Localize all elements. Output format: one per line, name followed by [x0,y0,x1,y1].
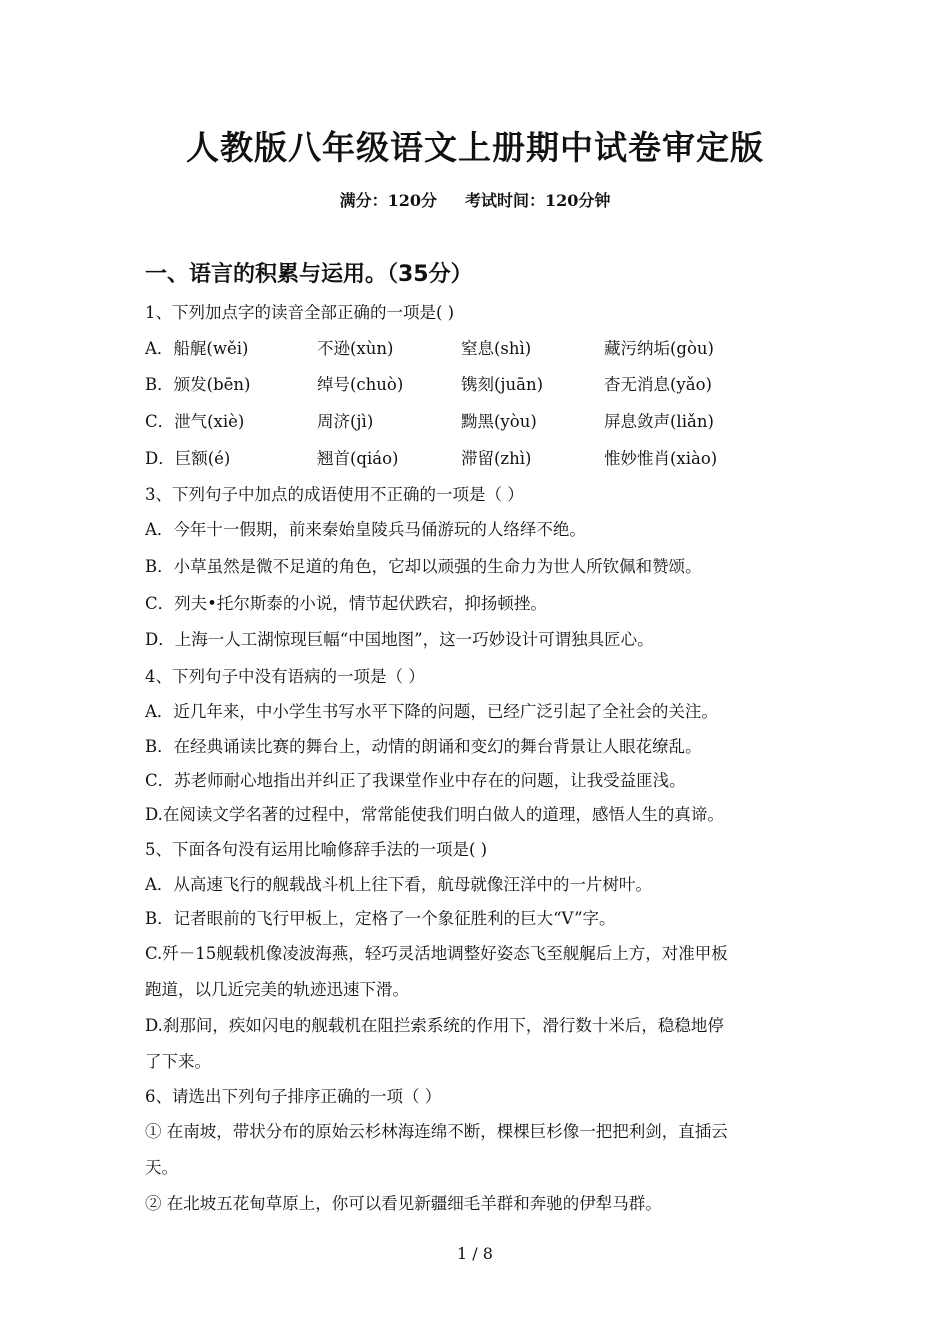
page-number: 1 / 8 [457,1244,493,1263]
question-5-option-d-cont: 了下来。 [145,1052,211,1071]
question-4-stem: 4、下列句子中没有语病的一项是（ ） [145,667,425,686]
option-cell: 绰号(chuò) [317,375,404,394]
exam-title: 人教版八年级语文上册期中试卷审定版 [186,128,764,167]
option-cell: 周济(jì) [317,412,374,431]
question-3-option-b: B．小草虽然是微不足道的角色，它却以顽强的生命力为世人所钦佩和赞颂。 [145,557,702,576]
option-cell: B．颁发(bēn) [145,375,251,394]
question-3-option-c: C．列夫•托尔斯泰的小说，情节起伏跌宕，抑扬顿挫。 [145,594,547,613]
option-cell: 翘首(qiáo) [317,449,399,468]
question-6-sentence-1: ① 在南坡，带状分布的原始云杉林海连绵不断，棵棵巨杉像一把把利剑，直插云 [145,1122,728,1141]
question-3-option-d: D．上海一人工湖惊现巨幅“中国地图”，这一巧妙设计可谓独具匠心。 [145,630,654,649]
option-cell: A．船艉(wěi) [145,339,249,358]
question-5-option-a: A．从高速飞行的舰载战斗机上往下看，航母就像汪洋中的一片树叶。 [145,875,652,894]
question-4-option-b: B．在经典诵读比赛的舞台上，动情的朗诵和变幻的舞台背景让人眼花缭乱。 [145,737,702,756]
option-cell: 不逊(xùn) [317,339,394,358]
option-cell: D．巨额(é) [145,449,231,468]
question-5-stem: 5、下面各句没有运用比喻修辞手法的一项是( ) [145,840,488,859]
question-5-option-d: D.刹那间，疾如闪电的舰载机在阻拦索系统的作用下，滑行数十米后，稳稳地停 [145,1016,724,1035]
question-4-option-a: A．近几年来，中小学生书写水平下降的问题，已经广泛引起了全社会的关注。 [145,702,718,721]
question-6-sentence-1-cont: 天。 [145,1158,178,1177]
option-cell: 滞留(zhì) [461,449,532,468]
full-score: 满分：120分 [339,191,437,210]
option-cell: 黝黑(yòu) [461,412,537,431]
question-5-option-c: C.歼－15舰载机像凌波海燕，轻巧灵活地调整好姿态飞至舰艉后上方，对准甲板 [145,944,728,963]
question-5-option-c-cont: 跑道，以几近完美的轨迹迅速下滑。 [145,980,409,999]
option-cell: 窒息(shì) [461,339,532,358]
question-4-option-d: D.在阅读文学名著的过程中，常常能使我们明白做人的道理，感悟人生的真谛。 [145,805,724,824]
section-heading: 一、语言的积累与运用。（35分） [145,262,473,287]
question-3-stem: 3、下列句子中加点的成语使用不正确的一项是（ ） [145,485,524,504]
question-4-option-c: C．苏老师耐心地指出并纠正了我课堂作业中存在的问题，让我受益匪浅。 [145,771,686,790]
option-cell: 藏污纳垢(gòu) [604,339,714,358]
option-cell: 屏息敛声(liǎn) [604,412,714,431]
question-6-sentence-2: ② 在北坡五花甸草原上，你可以看见新疆细毛羊群和奔驰的伊犁马群。 [145,1194,662,1213]
option-cell: 惟妙惟肖(xiào) [604,449,718,468]
question-6-stem: 6、请选出下列句子排序正确的一项（ ） [145,1087,442,1106]
exam-time: 考试时间：120分钟 [465,191,611,210]
question-1-stem: 1、下列加点字的读音全部正确的一项是( ) [145,303,455,322]
exam-meta [0,188,950,211]
question-5-option-b: B．记者眼前的飞行甲板上，定格了一个象征胜利的巨大“V”字。 [145,909,616,928]
option-cell: 杳无消息(yǎo) [604,375,712,394]
option-cell: C．泄气(xiè) [145,412,245,431]
question-3-option-a: A．今年十一假期，前来秦始皇陵兵马俑游玩的人络绎不绝。 [145,520,586,539]
option-cell: 镌刻(juān) [461,375,544,394]
